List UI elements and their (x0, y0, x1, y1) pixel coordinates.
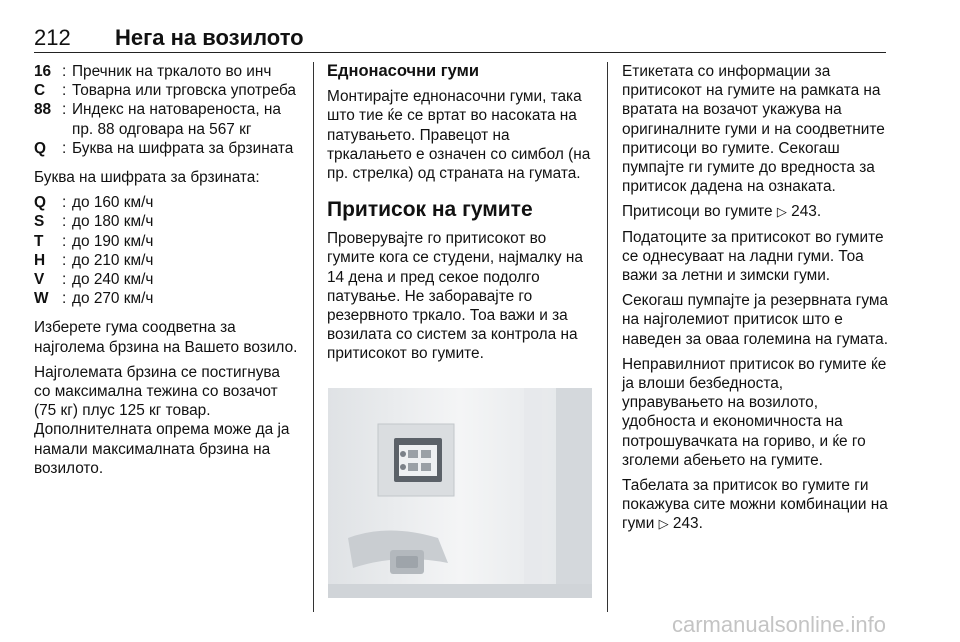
definition-colon: : (62, 63, 67, 80)
page-reference-icon: ▷ (658, 516, 669, 532)
speed-row (34, 289, 300, 308)
definition-key: C (34, 82, 46, 100)
column-3 (622, 62, 888, 540)
speed-colon: : (62, 194, 67, 212)
speed-colon: : (62, 290, 67, 308)
page-reference[interactable]: 243. (791, 203, 822, 221)
definition-text: Индекс на натовареноста, на пр. 88 одговара на 567 кг (72, 101, 281, 138)
definition-key: 16 (34, 63, 52, 80)
speed-text: до 180 км/ч (72, 213, 154, 231)
definition-colon: : (62, 82, 67, 100)
column-divider (313, 62, 314, 612)
paragraph: Податоците за притисокот во гумите се однесуваат на ладни гуми. Тоа важи за летни и зимски гуми. (622, 228, 884, 285)
paragraph-text: Притисоци во гумите (622, 203, 773, 221)
speed-row (34, 251, 300, 270)
speed-row (34, 232, 300, 251)
speed-colon: : (62, 271, 67, 289)
speed-intro: Буква на шифрата за брзината: (34, 169, 260, 187)
column-divider (607, 62, 608, 612)
definition-text: Пречник на тркалото во инч (72, 63, 272, 80)
speed-colon: : (62, 251, 67, 269)
speed-text: до 210 км/ч (72, 251, 154, 269)
definition-text: Буква на шифрата за брзината (72, 139, 294, 157)
definition-row (34, 100, 300, 138)
speed-colon: : (62, 232, 67, 250)
definition-key: 88 (34, 101, 52, 119)
heading-unidirectional-tyres: Еднонасочни гуми (327, 62, 479, 80)
watermark: carmanualsonline.info (671, 612, 886, 637)
column-2 (327, 62, 593, 370)
speed-key: V (34, 271, 45, 289)
speed-text: до 240 км/ч (72, 271, 154, 289)
speed-key: T (34, 232, 44, 250)
speed-text: до 190 км/ч (72, 232, 154, 250)
page-reference-icon: ▷ (776, 204, 787, 220)
speed-row (34, 193, 300, 212)
page-title: Нега на возилото (115, 25, 304, 50)
definition-row (34, 139, 300, 158)
paragraph-text: Табелата за притисок во гумите ги покажува сите можни комбинации на гуми (622, 477, 888, 533)
paragraph-with-reference (622, 202, 888, 221)
heading-tyre-pressure: Притисок на гумите (327, 198, 533, 222)
tyre-pressure-label-illustration (328, 388, 592, 598)
speed-text: до 270 км/ч (72, 290, 154, 308)
definition-colon: : (62, 139, 67, 157)
definition-key: Q (34, 139, 46, 157)
paragraph: Неправилниот притисок во гумите ќе ја влоши безбедноста, управувањето на возилото, удобноста и економичноста на потрошувачката на гориво, и ќе го зголеми абењето на гумите. (622, 355, 887, 469)
definition-text: Товарна или трговска употреба (72, 82, 296, 100)
speed-key: S (34, 213, 45, 231)
page-reference[interactable]: 243. (672, 515, 703, 533)
page-number: 212 (34, 25, 71, 50)
column-1 (34, 62, 300, 484)
speed-text: до 160 км/ч (72, 194, 154, 212)
paragraph-with-reference (622, 476, 888, 534)
speed-colon: : (62, 213, 67, 231)
speed-row (34, 270, 300, 289)
paragraph: Монтирајте еднонасочни гуми, така што тие ќе се вртат во насоката на патувањето. Правецот на тркалањето е означен со симбол (на пр. стрелка) од страната на гумата. (327, 88, 591, 183)
paragraph: Најголемата брзина се постигнува со максимална тежина со возачот (75 кг) плус 125 кг товар. Дополнителната опрема може да ја намали максималната брзина на возилото. (34, 363, 290, 477)
paragraph: Етикетата со информации за притисокот на гумите на рамката на вратата на возачот укажува на оригиналните гуми и на соодветните притисоци во гумите. Секогаш пумпајте ги гумите до вредноста за притисок дадена на ознаката. (622, 63, 885, 196)
definition-colon: : (62, 101, 67, 119)
speed-key: Q (34, 194, 46, 212)
paragraph: Секогаш пумпајте ја резервната гума на најголемиот притисок што е наведен за оваа големина на гумата. (622, 292, 888, 348)
paragraph: Проверувајте го притисокот во гумите кога се студени, најмалку на 14 дена и пред секое подолго патување. Не заборавајте го резервното тркало. Тоа важи и за возилата со систем за контрола на притисокот во гумите. (327, 230, 583, 363)
definition-row (34, 62, 300, 81)
speed-key: W (34, 290, 49, 308)
definition-row (34, 81, 300, 100)
page-header (34, 24, 886, 53)
speed-key: H (34, 251, 46, 269)
speed-row (34, 212, 300, 231)
paragraph: Изберете гума соодветна за најголема брзина на Вашето возило. (34, 319, 298, 356)
door-frame-drawing (328, 388, 592, 598)
